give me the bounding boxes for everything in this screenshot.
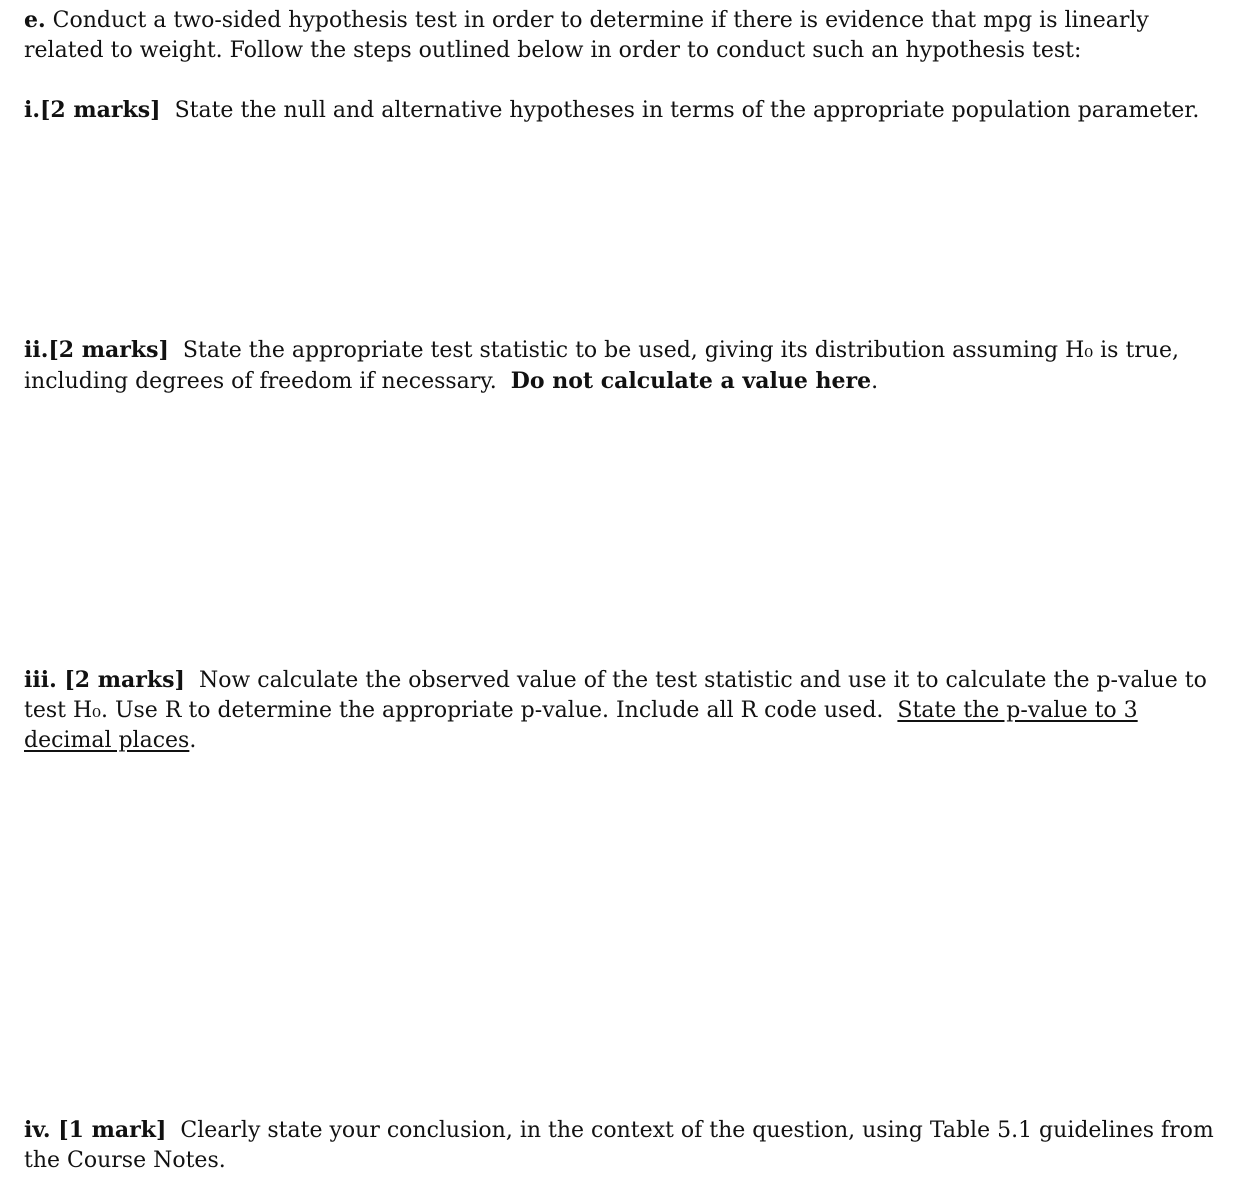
question-iv-text: Clearly state your conclusion, in the context of the question, using Table 5.1 guidelines from the Course Notes.	[24, 1118, 1214, 1173]
question-i	[24, 95, 1214, 126]
question-ii-end: .	[871, 369, 879, 394]
question-iii-end: .	[189, 728, 197, 753]
part-e-label: e.	[24, 7, 46, 33]
question-ii-text: State the appropriate test statistic to be used, giving its distribution assuming H₀ is true, including degrees of freedom if necessary.	[24, 338, 1179, 394]
question-ii-marks: ii.[2 marks]	[24, 337, 169, 363]
question-ii-bold-instruction: Do not calculate a value here	[510, 368, 872, 394]
question-iv-marks: iv. [1 mark]	[24, 1117, 167, 1143]
question-iii	[24, 665, 1214, 756]
question-i-text: State the null and alternative hypotheses in terms of the appropriate population parameter.	[174, 98, 1200, 123]
question-iii-text: Now calculate the observed value of the test statistic and use it to calculate the p-value to test H₀. Use R to determine the appropriate p-value. Include all R code used.	[24, 668, 1207, 723]
question-iv	[24, 1115, 1214, 1176]
question-iii-marks: iii. [2 marks]	[24, 667, 185, 693]
part-e-intro	[24, 5, 1214, 66]
question-iii-underlined-instruction: State the p-value to 3 decimal places	[24, 698, 1138, 753]
part-e-text: Conduct a two-sided hypothesis test in order to determine if there is evidence that mpg is linearly related to weight. Follow the steps outlined below in order to conduct such an hypothesis test:	[24, 8, 1149, 63]
question-i-marks: i.[2 marks]	[24, 97, 161, 123]
question-ii	[24, 335, 1214, 397]
